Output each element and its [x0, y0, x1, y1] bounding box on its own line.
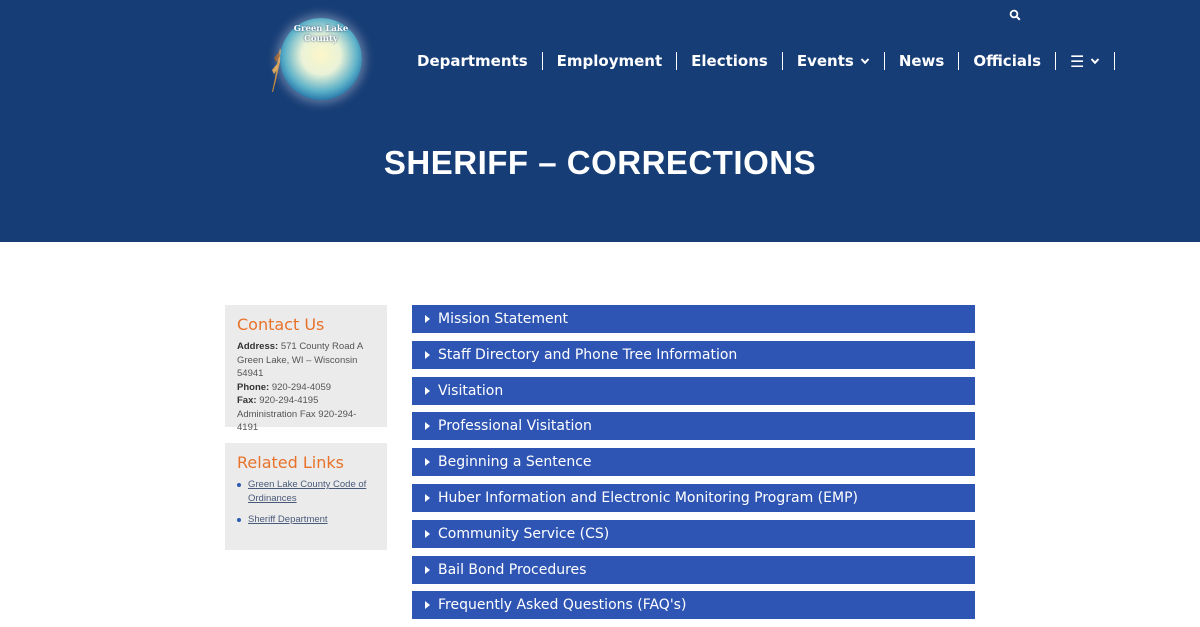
- caret-right-icon: [425, 315, 430, 323]
- chevron-down-icon: [1090, 56, 1100, 66]
- contact-admin-fax: Administration Fax 920-294-4191: [237, 408, 357, 433]
- nav-menu[interactable]: [1056, 52, 1115, 70]
- nav-elections[interactable]: Elections: [677, 52, 783, 70]
- list-item: [237, 478, 375, 506]
- caret-right-icon: [425, 387, 430, 395]
- accordion-community-service[interactable]: Community Service (CS): [412, 520, 975, 548]
- page-title: SHERIFF – CORRECTIONS: [383, 144, 817, 181]
- accordion-bail-bond[interactable]: Bail Bond Procedures: [412, 556, 975, 584]
- nav-departments[interactable]: Departments: [403, 52, 543, 70]
- contact-address-city: Green Lake, WI – Wisconsin 54941: [237, 354, 358, 379]
- accordion-beginning-sentence[interactable]: Beginning a Sentence: [412, 448, 975, 476]
- accordion: [412, 305, 975, 627]
- chevron-down-icon: [860, 56, 870, 66]
- list-item: [237, 513, 375, 527]
- caret-right-icon: [425, 601, 430, 609]
- contact-box: [225, 305, 387, 433]
- nav-news[interactable]: News: [885, 52, 960, 70]
- related-links-title: Related Links: [237, 453, 344, 472]
- caret-right-icon: [425, 494, 430, 502]
- accordion-mission-statement[interactable]: Mission Statement: [412, 305, 975, 333]
- county-logo[interactable]: [270, 18, 362, 102]
- accordion-staff-directory[interactable]: Staff Directory and Phone Tree Information: [412, 341, 975, 369]
- accordion-faq[interactable]: Frequently Asked Questions (FAQ's): [412, 591, 975, 619]
- contact-address: Address: 571 County Road A: [237, 341, 364, 352]
- nav-events[interactable]: Events: [783, 52, 885, 70]
- hamburger-icon: ☰: [1070, 51, 1085, 71]
- site-header: [0, 0, 1200, 242]
- main-nav: [403, 48, 1115, 74]
- nav-employment[interactable]: Employment: [543, 52, 678, 70]
- caret-right-icon: [425, 530, 430, 538]
- contact-phone: Phone: 920-294-4059: [237, 381, 332, 393]
- caret-right-icon: [425, 422, 430, 430]
- link-code-of-ordinances[interactable]: Green Lake County Code of Ordinances: [248, 479, 367, 504]
- search-icon[interactable]: [1009, 9, 1021, 21]
- contact-title: Contact Us: [237, 315, 325, 334]
- caret-right-icon: [425, 458, 430, 466]
- contact-fax: Fax: 920-294-4195: [237, 395, 319, 406]
- related-links-box: [225, 443, 387, 550]
- caret-right-icon: [425, 351, 430, 359]
- link-sheriff-department[interactable]: Sheriff Department: [248, 514, 328, 525]
- accordion-visitation[interactable]: Visitation: [412, 377, 975, 405]
- caret-right-icon: [425, 566, 430, 574]
- nav-officials[interactable]: Officials: [959, 52, 1056, 70]
- logo-text: Green Lake County: [293, 24, 349, 44]
- accordion-huber-emp[interactable]: Huber Information and Electronic Monitoring Program (EMP): [412, 484, 975, 512]
- accordion-professional-visitation[interactable]: Professional Visitation: [412, 412, 975, 440]
- related-links-list: [237, 478, 375, 527]
